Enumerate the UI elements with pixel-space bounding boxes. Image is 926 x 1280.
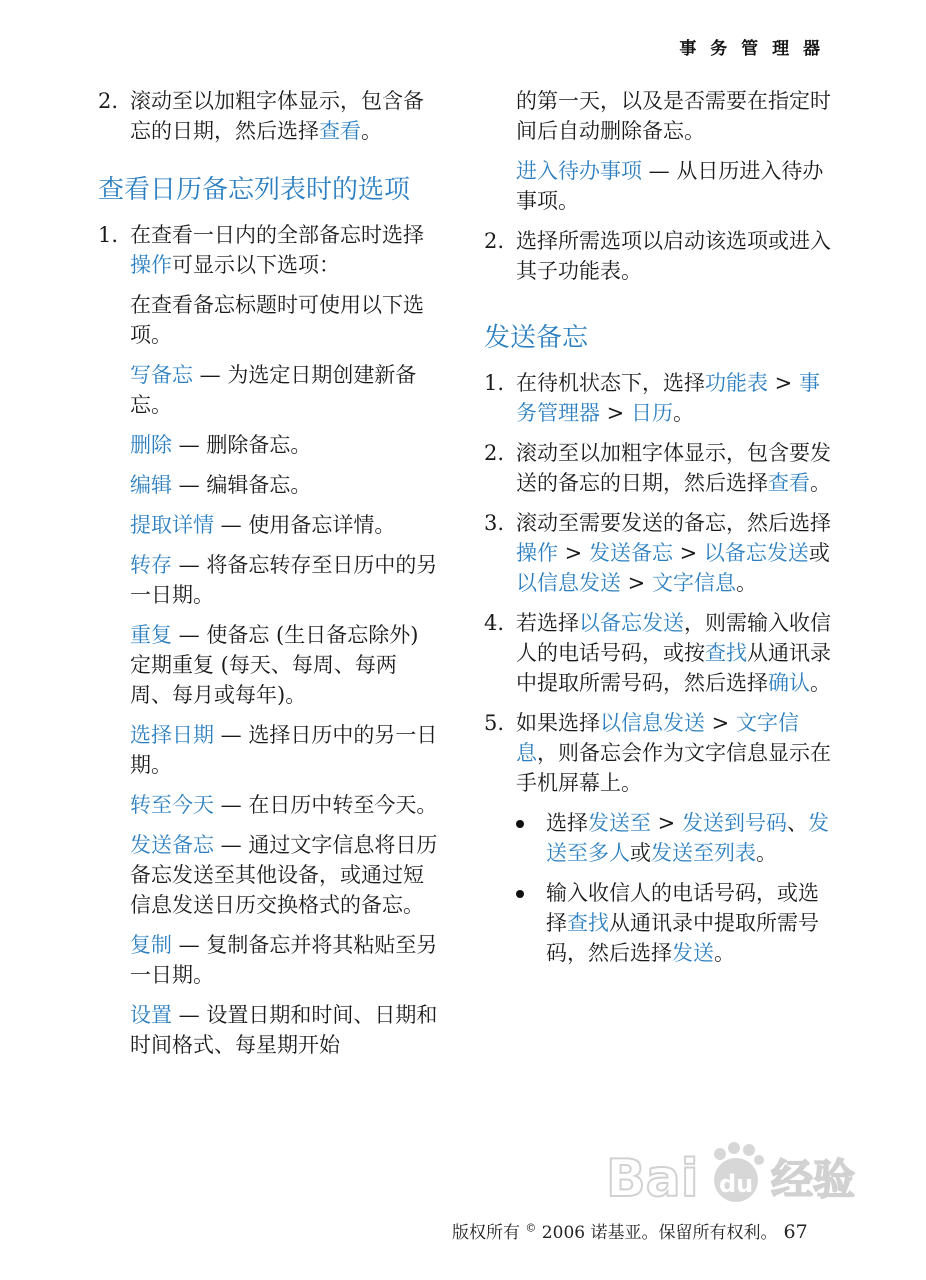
option-send-note [130, 830, 438, 920]
option-desc: — 为选定日期创建新备忘。 [130, 363, 417, 417]
option-term: 编辑 [130, 473, 172, 497]
page-number: 67 [783, 1221, 808, 1243]
option-desc: — 删除备忘。 [172, 433, 312, 457]
step-text: 滚动至以加粗字体显示，包含要发送的备忘的日期，然后选择 [516, 441, 831, 495]
link-search: 查找 [567, 911, 609, 935]
option-desc: — 选择日历中的另一日期。 [130, 723, 438, 777]
step-2-view [98, 86, 438, 146]
page-footer [452, 1218, 808, 1243]
step-punct: 。 [735, 571, 757, 595]
watermark-paw-text: du [719, 1170, 754, 1198]
link-view: 查看 [768, 471, 810, 495]
step-number: 2. [484, 441, 505, 465]
step-text: 选择所需选项以启动该选项或进入其子功能表。 [516, 229, 831, 283]
separator: > [558, 541, 589, 565]
option-repeat [130, 620, 438, 710]
option-term: 设置 [130, 1003, 172, 1027]
step-number: 4. [484, 611, 505, 635]
link-send-to-number: 发送到号码 [681, 811, 787, 835]
link-send-as-note: 以备忘发送 [579, 611, 684, 635]
step-text: 在待机状态下，选择 [516, 371, 705, 395]
watermark-cn-text: 经验 [771, 1155, 856, 1204]
send-step-5 [484, 708, 834, 798]
step-text: 若选择 [516, 611, 579, 635]
option-term: 重复 [130, 623, 172, 647]
option-term: 写备忘 [130, 363, 193, 387]
option-new-note [130, 360, 438, 420]
send-step-1 [484, 368, 834, 428]
watermark-text: Bai [606, 1149, 699, 1209]
separator: 、 [786, 811, 808, 835]
option-term: 转至今天 [130, 793, 214, 817]
option-desc: — 使用备忘详情。 [214, 513, 396, 537]
copyright-text-b: 2006 诺基亚。保留所有权利。 [536, 1223, 778, 1243]
section-heading-list-options: 查看日历备忘列表时的选项 [98, 175, 411, 205]
bullet-enter-number [484, 878, 834, 968]
send-step-2 [484, 438, 834, 498]
step-punct: 。 [810, 671, 831, 695]
right-column [484, 86, 834, 978]
option-term: 提取详情 [130, 513, 214, 537]
option-term: 转存 [130, 553, 172, 577]
option-use-details [130, 510, 438, 540]
link-send-to-list: 发送至列表 [651, 841, 756, 865]
bullet-dot-icon [516, 890, 524, 898]
link-confirm: 确认 [768, 671, 810, 695]
separator: > [600, 401, 631, 425]
option-desc: — 复制备忘并将其粘贴至另一日期。 [130, 933, 438, 987]
settings-continued: 的第一天，以及是否需要在指定时间后自动删除备忘。 [516, 89, 831, 143]
option-todo [516, 156, 834, 216]
option-desc: — 设置日期和时间、日期和时间格式、每星期开始 [130, 1003, 438, 1057]
separator: > [672, 541, 704, 565]
option-desc: — 通过文字信息将日历备忘发送至其他设备，或通过短信息发送日历交换格式的备忘。 [130, 833, 438, 917]
separator: > [651, 811, 682, 835]
link-options: 操作 [130, 253, 172, 277]
options-intro: 在查看备忘标题时可使用以下选项。 [130, 293, 424, 347]
step-text: ，则备忘会作为文字信息显示在手机屏幕上。 [516, 741, 831, 795]
option-delete [130, 430, 438, 460]
separator: > [621, 571, 652, 595]
option-desc: — 编辑备忘。 [172, 473, 312, 497]
bullet-text: 选择 [546, 811, 588, 835]
step-number: 1. [98, 223, 119, 247]
option-go-today [130, 790, 438, 820]
step-number: 2. [484, 229, 505, 253]
bullet-dot-icon [516, 820, 524, 828]
step-number: 3. [484, 511, 505, 535]
bullet-send-to [484, 808, 834, 868]
option-term: 进入待办事项 [516, 159, 642, 183]
running-header: 事 务 管 理 器 [679, 39, 824, 59]
option-term: 发送备忘 [130, 833, 214, 857]
link-text-message: 文字信息 [516, 711, 799, 765]
send-step-3 [484, 508, 834, 598]
option-copy [130, 930, 438, 990]
link-options: 操作 [516, 541, 558, 565]
step-punct: 。 [361, 119, 382, 143]
link-send-to: 发送至 [588, 811, 651, 835]
option-move [130, 550, 438, 610]
step-text: 滚动至需要发送的备忘，然后选择 [516, 511, 831, 535]
option-desc: — 从日历进入待办事项。 [516, 159, 824, 213]
step-text: ，则需输入收信人的电话号码，或按 [516, 611, 831, 665]
option-term: 复制 [130, 933, 172, 957]
option-select-date [130, 720, 438, 780]
or-text: 或 [630, 841, 651, 865]
step-number: 5. [484, 711, 505, 735]
option-term: 删除 [130, 433, 172, 457]
link-text-message: 文字信息 [651, 571, 736, 595]
link-view: 查看 [319, 119, 361, 143]
step-number: 1. [484, 371, 505, 395]
option-desc: — 将备忘转存至日历中的另一日期。 [130, 553, 438, 607]
separator: > [705, 711, 736, 735]
link-organizer: 事务管理器 [516, 371, 820, 425]
left-column [98, 86, 438, 1070]
step-text: 滚动至以加粗字体显示，包含备忘的日期，然后选择 [130, 89, 424, 143]
link-calendar: 日历 [630, 401, 673, 425]
link-send-as-note: 以备忘发送 [703, 541, 809, 565]
bullet-punct: 。 [714, 941, 735, 965]
link-send-as-message: 以信息发送 [600, 711, 705, 735]
step-text-end: 可显示以下选项： [172, 253, 340, 277]
step-text: 如果选择 [516, 711, 600, 735]
bullet-text: 输入收信人的电话号码，或选择 [546, 881, 819, 935]
step-2-select-option [484, 226, 834, 286]
link-search: 查找 [705, 641, 747, 665]
or-text: 或 [808, 541, 830, 565]
link-menu: 功能表 [705, 371, 768, 395]
link-send-as-message: 以信息发送 [516, 571, 621, 595]
option-desc: — 使备忘 (生日备忘除外) 定期重复 (每天、每周、每两周、每月或每年)。 [130, 623, 419, 707]
step-text: 从通讯录中提取所需号码，然后选择 [516, 641, 831, 695]
step-text: 在查看一日内的全部备忘时选择 [130, 223, 424, 247]
step-punct: 。 [810, 471, 831, 495]
link-send: 发送 [672, 941, 714, 965]
baidu-watermark-logo [606, 1142, 906, 1212]
option-edit [130, 470, 438, 500]
section-heading-send-note: 发送备忘 [484, 323, 589, 353]
copyright-symbol: © [525, 1221, 537, 1235]
step-number: 2. [98, 89, 119, 113]
copyright-text: 版权所有 [452, 1223, 526, 1243]
option-term: 选择日期 [130, 723, 214, 747]
separator: > [768, 371, 799, 395]
bullet-punct: 。 [756, 841, 777, 865]
link-send-note: 发送备忘 [588, 541, 673, 565]
step-punct: 。 [672, 401, 694, 425]
bullet-text: 从通讯录中提取所需号码，然后选择 [546, 911, 819, 965]
send-step-4 [484, 608, 834, 698]
option-settings [130, 1000, 438, 1060]
link-send-to-many: 发送至多人 [546, 811, 829, 865]
option-desc: — 在日历中转至今天。 [214, 793, 438, 817]
step-1-options [98, 220, 438, 280]
